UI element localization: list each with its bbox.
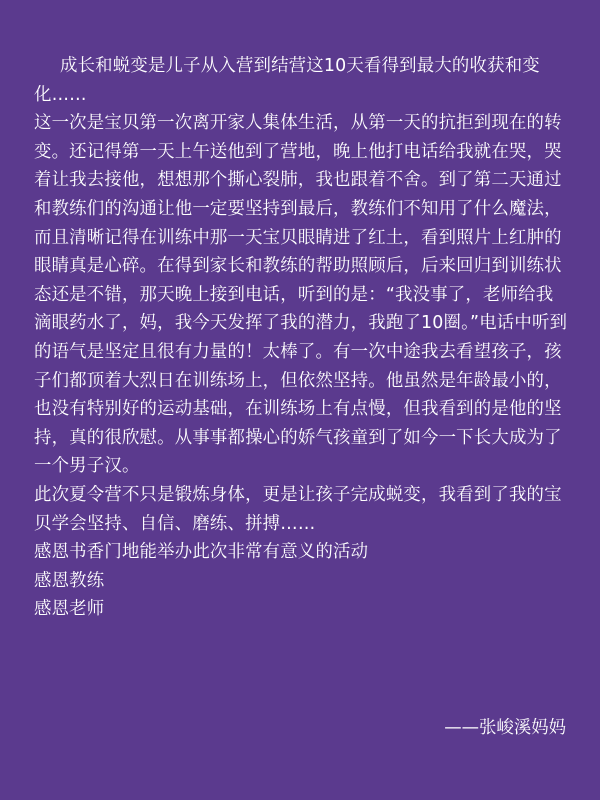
summary-paragraph: 此次夏令营不只是锻炼身体，更是让孩子完成蜕变，我看到了我的宝贝学会坚持、自信、磨练、拼搏…… xyxy=(34,484,562,534)
intro-paragraph: 成长和蜕变是儿子从入营到结营这10天看得到最大的收获和变化…… xyxy=(34,56,540,105)
body-paragraph: 这一次是宝贝第一次离开家人集体生活，从第一天的抗拒到现在的转变。还记得第一天上午送他到了营地，晚上他打电话给我就在哭，哭着让我去接他，想想那个撕心裂肺，我也跟着不舍。到了第二天通过和教练们的沟通让他一定要坚持到最后，教练们不知用了什么魔法，而且清晰记得在训练中那一天宝贝眼睛进了红土，看到照片上红肿的眼睛真是心碎。在得到家长和教练的帮助照顾后，后来回归到训练状态还是不错，那天晚上接到电话，听到的是：“我没事了，老师给我滴眼药水了，妈，我今天发挥了我的潜力，我跑了10圈。”电话中听到的语气是坚定且很有力量的！太棒了。有一次中途我去看望孩子，孩子们都顶着大烈日在训练场上，但依然坚持。他虽然是年龄最小的，也没有特别好的运动基础，在训练场上有点慢，但我看到的是他的坚持，真的很欣慰。从事事都操心的娇气孩童到了如今一下长大成为了一个男子汉。 xyxy=(34,113,568,477)
thanks-event-line: 感恩书香门地能举办此次非常有意义的活动 xyxy=(34,542,369,563)
signature: ——张峻溪妈妈 xyxy=(444,718,566,738)
thanks-coach-line: 感恩教练 xyxy=(34,570,105,591)
thanks-teacher-line: 感恩老师 xyxy=(34,599,105,620)
